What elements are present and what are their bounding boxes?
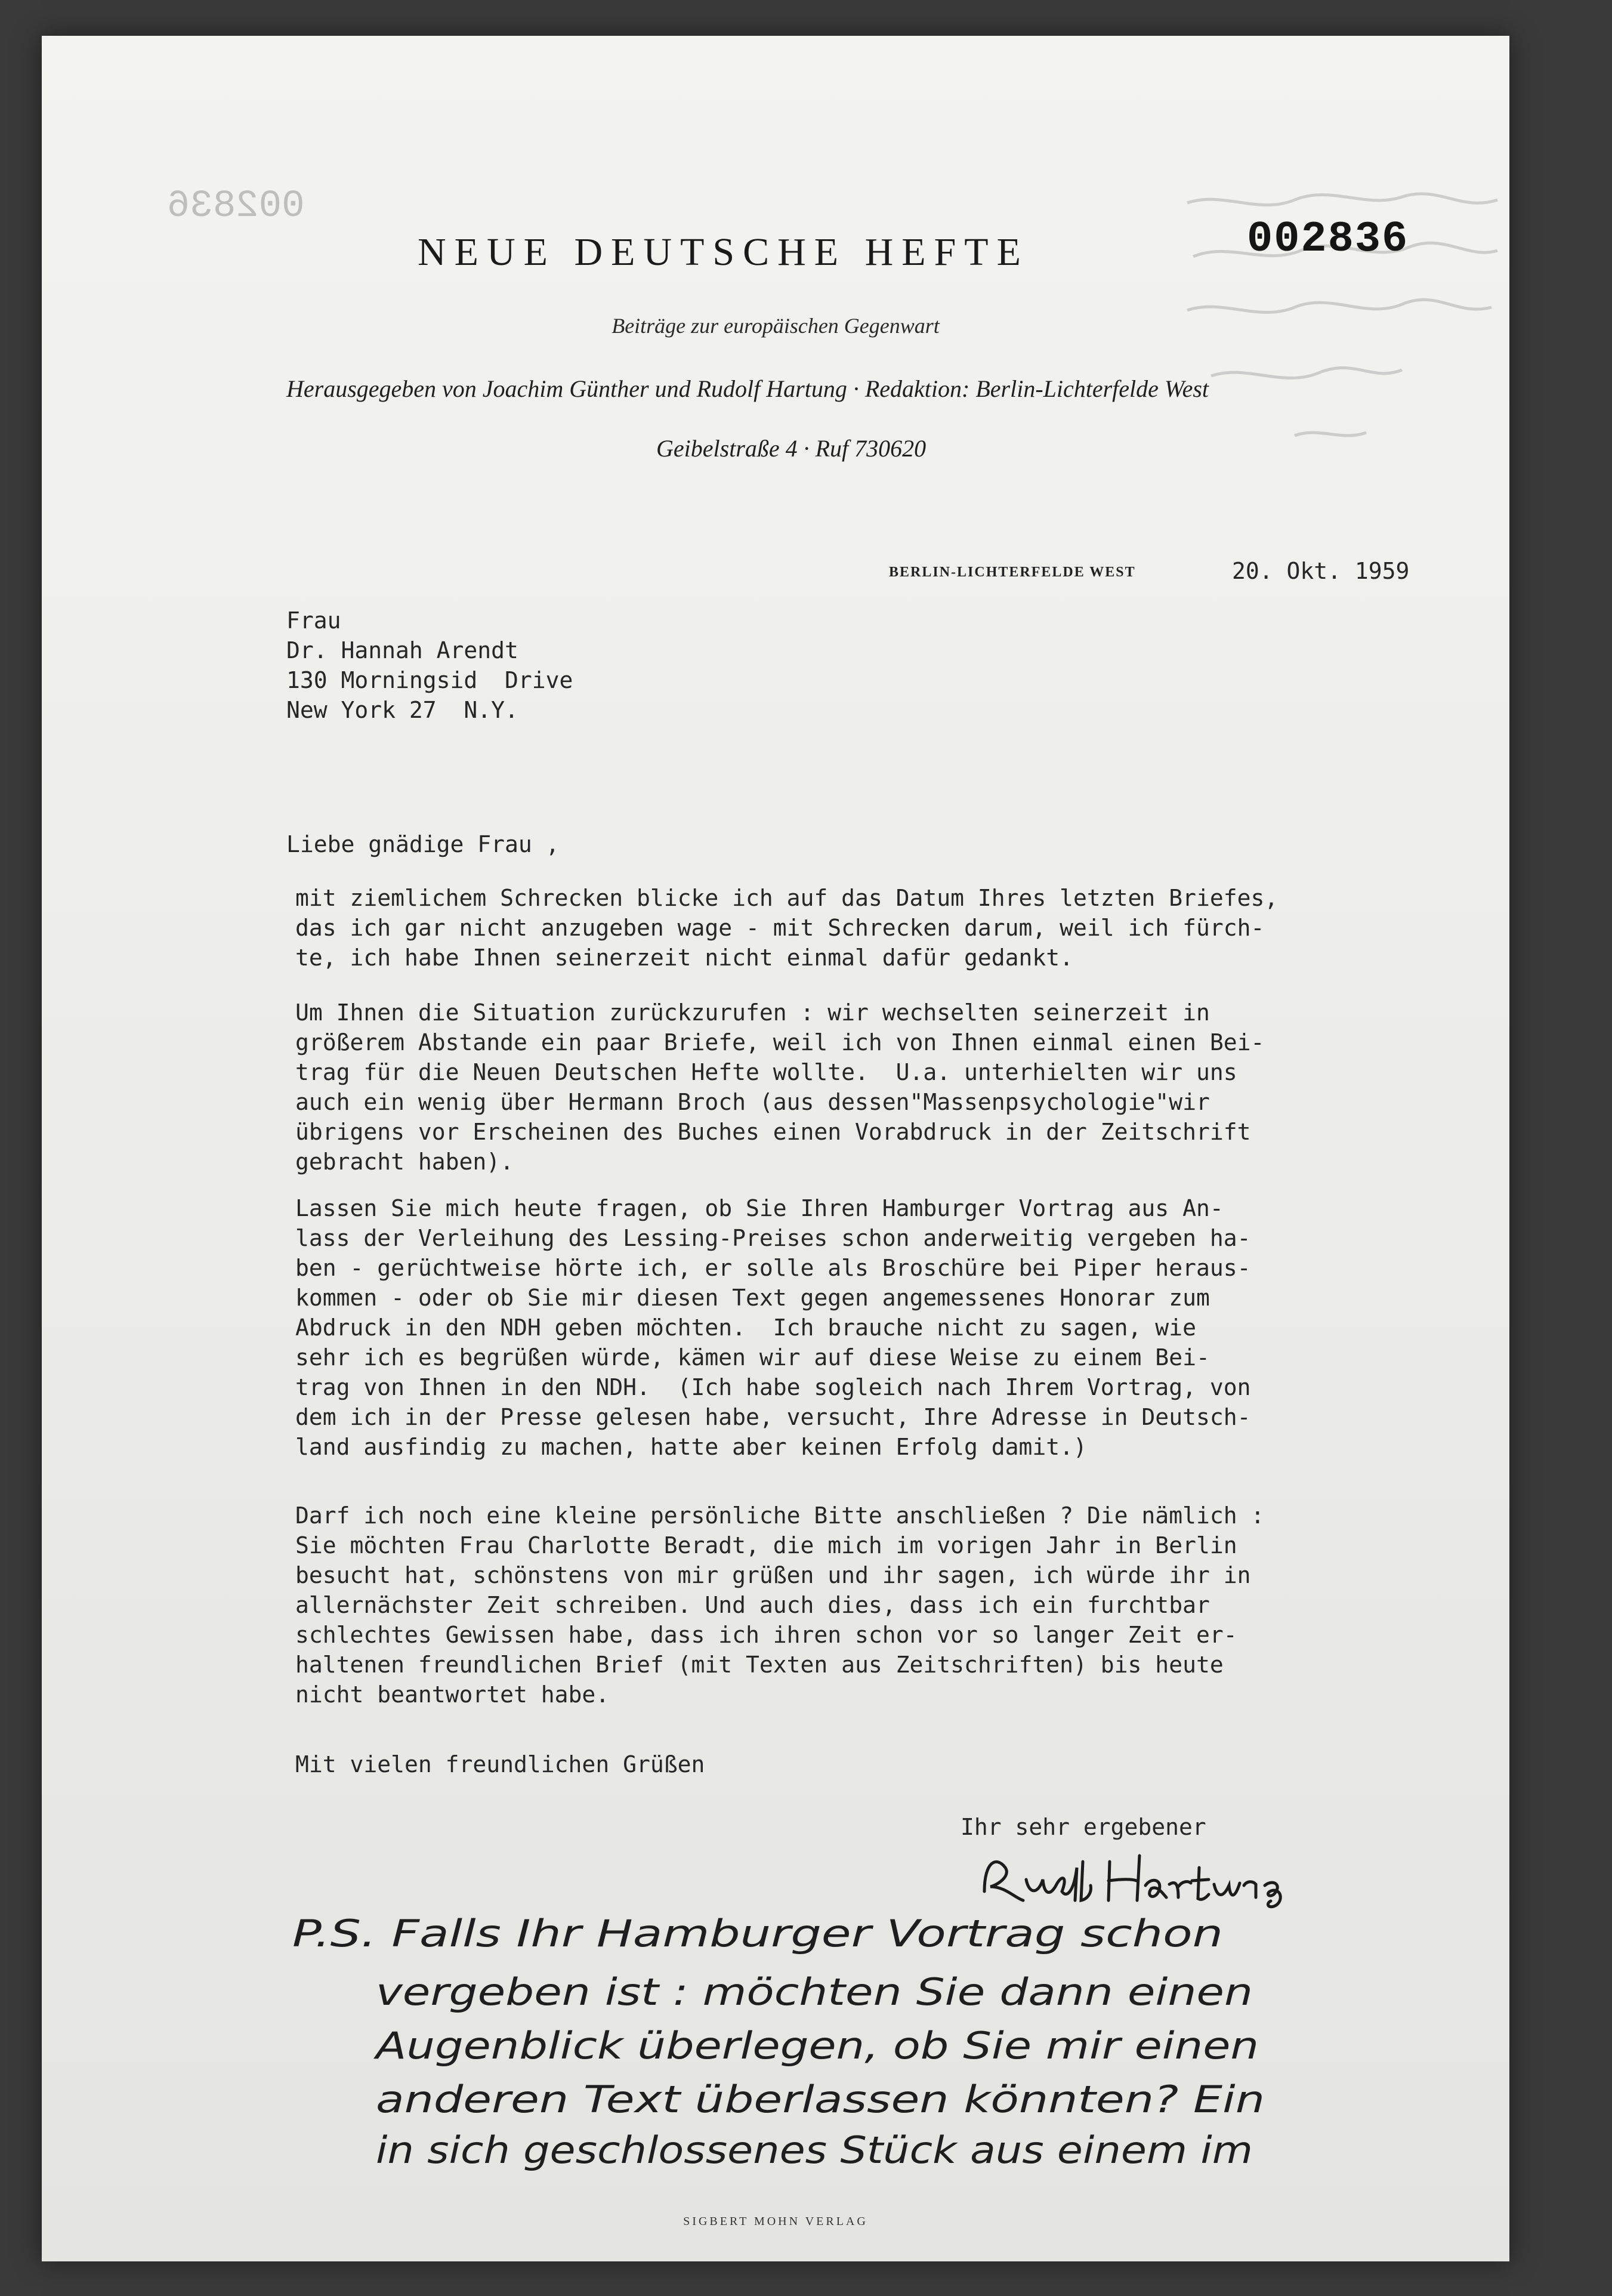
archive-stamp-number: 002836 (1247, 215, 1409, 264)
recipient-line: Dr. Hannah Arendt (286, 637, 518, 664)
letter-date: 20. Okt. 1959 (1232, 558, 1410, 584)
postscript-line: Augenblick überlegen, ob Sie mir einen (373, 2024, 1259, 2067)
letter-sheet (42, 36, 1509, 2261)
body-paragraph: Um Ihnen die Situation zurückzurufen : wir wechselten seinerzeit in größerem Abstande ein paar Briefe, weil ich von Ihnen einmal einen Bei- trag für die Neuen Deutschen Hefte wollte. U.a. unterhielten wir uns auch ein wenig über Hermann Broch (aus dessen"Massenpsychologie"wir übrigens vor Erscheinen des Buches einen Vorabdruck in der Zeitschrift gebracht haben). (295, 999, 1265, 1175)
letterhead-editors: Herausgegeben von Joachim Günther und Rudolf Hartung · Redaktion: Berlin-Lichterfelde West (286, 375, 1209, 402)
recipient-block (286, 606, 573, 725)
letterhead-address: Geibelstraße 4 · Ruf 730620 (656, 435, 927, 462)
salutation: Liebe gnädige Frau , (286, 831, 560, 857)
recipient-line: 130 Morningsid Drive (286, 667, 573, 693)
letter-place: BERLIN-LICHTERFELDE WEST (889, 564, 1136, 580)
handwritten-postscript (292, 1909, 1414, 2172)
regards-line: Ihr sehr ergebener (961, 1814, 1206, 1840)
recipient-line: Frau (286, 607, 341, 634)
letterhead-title: NEUE DEUTSCHE HEFTE (418, 230, 1029, 274)
postscript-line: anderen Text überlassen könnten? Ein (376, 2078, 1265, 2121)
publisher-footer: SIGBERT MOHN VERLAG (683, 2215, 868, 2228)
body-paragraph: Lassen Sie mich heute fragen, ob Sie Ihren Hamburger Vortrag aus An- lass der Verleihung des Lessing-Preises schon anderweitig vergeben ha- ben - gerüchtweise hörte ich, er solle als Broschüre bei Piper heraus- kommen - oder ob Sie mir diesen Text gegen angemessenes Honorar zum Abdruck in den NDH geben möchten. Ich brauche nicht zu sagen, wie sehr ich es begrüßen würde, kämen wir auf diese Weise zu einem Bei- trag von Ihnen in den NDH. (Ich habe sogleich nach Ihrem Vortrag, von dem ich in der Presse gelesen habe, versucht, Ihre Adresse in Deutsch- land ausfindig zu machen, hatte aber keinen Erfolg damit.) (295, 1195, 1251, 1460)
body-paragraph: mit ziemlichem Schrecken blicke ich auf das Datum Ihres letzten Briefes, das ich gar nicht anzugeben wage - mit Schrecken darum, weil ich fürch- te, ich habe Ihnen seinerzeit nicht einmal dafür gedankt. (295, 885, 1279, 971)
body-paragraph: Darf ich noch eine kleine persönliche Bitte anschließen ? Die nämlich : Sie möchten Frau Charlotte Beradt, die mich im vorigen Jahr in Berlin besucht hat, schönstens von mir grüßen und ihr sagen, ich würde ihr in allernächster Zeit schreiben. Und auch dies, dass ich ein furchtbar schlechtes Gewissen habe, dass ich ihren schon vor so langer Zeit er- haltenen freundlichen Brief (mit Texten aus Zeitschriften) bis heute nicht beantwortet habe. (295, 1502, 1265, 1708)
closing-line: Mit vielen freundlichen Grüßen (295, 1751, 705, 1777)
handwritten-signature (972, 1844, 1307, 1909)
letterhead-subtitle: Beiträge zur europäischen Gegenwart (612, 314, 940, 338)
mirrored-archive-number: 002836 (167, 185, 305, 228)
recipient-line: New York 27 N.Y. (286, 697, 518, 723)
postscript-line: in sich geschlossenes Stück aus einem im (376, 2128, 1253, 2172)
postscript-line: vergeben ist : möchten Sie dann einen (376, 1970, 1253, 2014)
postscript-line: P.S. Falls Ihr Hamburger Vortrag schon (292, 1912, 1223, 1955)
